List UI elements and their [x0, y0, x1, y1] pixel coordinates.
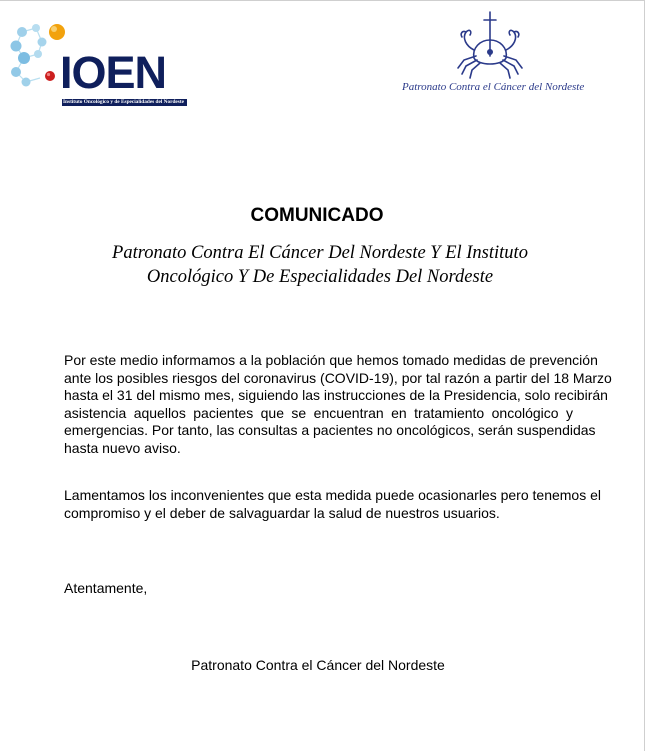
ioen-logo — [8, 22, 184, 105]
patronato-logo — [402, 10, 585, 100]
paragraph-line: Lamentamos los inconvenientes que esta medida puede ocasionarles pero tenemos el — [64, 487, 602, 503]
document-subtitle — [60, 241, 580, 289]
ioen-subtitle: Instituto Oncológico y de Especialidades del Nordeste — [62, 99, 187, 106]
body-paragraph-2 — [64, 487, 602, 522]
paragraph-line: emergencias. Por tanto, las consultas a pacientes no oncológicos, serán suspendidas — [64, 422, 596, 438]
paragraph-line: hasta nuevo aviso. — [64, 439, 181, 456]
subtitle-line: Oncológico Y De Especialidades Del Nordeste — [146, 267, 494, 287]
paragraph-line: ante los posibles riesgos del coronavirus (COVID-19), por tal razón a partir del 18 Marzo — [64, 369, 612, 386]
body-paragraph-1 — [64, 352, 612, 457]
closing-salutation: Atentamente, — [64, 580, 148, 596]
paragraph-line: compromiso y el deber de salvaguardar la salud de nuestros usuarios. — [64, 504, 500, 521]
paragraph-line: Por este medio informamos a la población que hemos tomado medidas de prevención — [64, 352, 598, 368]
subtitle-line: Patronato Contra El Cáncer Del Nordeste Y El Instituto — [112, 243, 528, 263]
ioen-wordmark: IOEN — [60, 47, 167, 98]
crab-cross-emblem-icon — [450, 10, 530, 82]
document-title: COMUNICADO — [250, 205, 384, 226]
patronato-caption: Patronato Contra el Cáncer del Nordeste — [402, 81, 585, 93]
signature-line: Patronato Contra el Cáncer del Nordeste — [191, 657, 445, 673]
paragraph-line: asistencia aquellos pacientes que se encuentran en tratamiento oncológico y — [64, 404, 573, 421]
paragraph-line: hasta el 31 del mismo mes, siguiendo las instrucciones de la Presidencia, solo recibirán — [64, 387, 608, 403]
molecule-icon — [8, 22, 68, 94]
